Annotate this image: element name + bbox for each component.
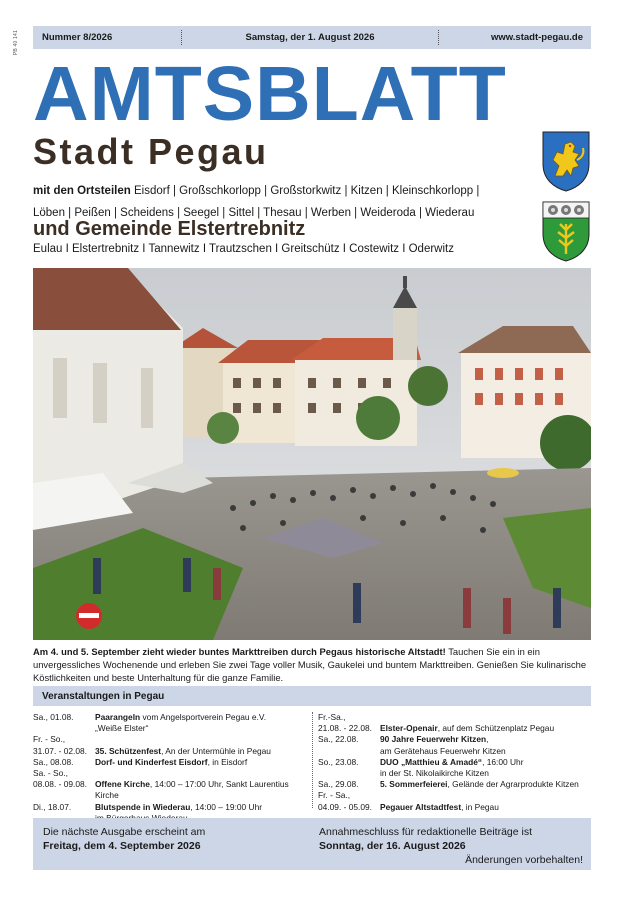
gemeinde-places: Eulau I Elstertrebnitz I Tannewitz I Trautzschen I Greitschütz I Costewitz I Oderwitz — [33, 243, 454, 255]
event-desc: , An der Untermühle in Pegau — [161, 745, 271, 756]
event-date: Fr. - Sa., 04.09. - 05.09. — [318, 790, 373, 812]
event-date: Fr.-Sa., 21.08. - 22.08. — [318, 712, 373, 734]
event-desc: , in Pegau — [461, 801, 499, 812]
event-desc: vom Angelsportverein Pegau e.V. „Weiße Elster“ — [95, 712, 267, 734]
event-date: Sa. - So., 08.08. - 09.08. — [33, 768, 88, 790]
wheat-crest-icon — [541, 200, 591, 262]
event-item — [33, 734, 311, 756]
event-date: Sa., 29.08. — [318, 779, 359, 790]
events-list-right — [318, 712, 591, 813]
event-item — [33, 757, 311, 768]
header-bar — [33, 26, 591, 49]
caption-body: Tauchen Sie ein in ein unvergessliches Wochenende und erleben Sie zwei Tage voller Musik, Gaukelei und buntem Markttreiben. Genießen Sie kulinarische Köstlichkeiten und beste Unterhaltung für die ganze Familie. — [33, 646, 587, 683]
event-title: 5. Sommerfeierei — [380, 779, 448, 790]
deadline-label: Annahmeschluss für redaktionelle Beiträge ist — [319, 826, 533, 838]
event-title: Pegauer Altstadtfest — [380, 801, 462, 812]
event-desc: , in Eisdorf — [207, 756, 248, 767]
event-date: Sa., 01.08. — [33, 712, 74, 722]
masthead-title: AMTSBLATT — [33, 51, 507, 137]
event-date: Di., 18.07. — [33, 801, 72, 812]
events-divider — [312, 712, 313, 808]
footer-band — [33, 818, 591, 870]
event-date: So., 23.08. — [318, 756, 359, 767]
event-item — [318, 734, 591, 756]
ortsteile-lead: mit den Ortsteilen — [33, 185, 131, 197]
event-desc: , auf dem Schützenplatz Pegau — [437, 723, 555, 734]
print-code: PB 40 141 — [13, 30, 19, 56]
events-list-left — [33, 712, 311, 824]
ortsteile-line-1: Eisdorf | Großschkorlopp | Großstorkwitz | Kitzen | Kleinschkorlopp | — [130, 185, 480, 197]
website-link[interactable]: www.stadt-pegau.de — [490, 32, 583, 43]
changes-note: Änderungen vorbehalten! — [465, 854, 583, 866]
lion-crest-icon — [541, 130, 591, 192]
event-title: Dorf- und Kinderfest Eisdorf — [95, 756, 208, 767]
event-desc: , 14:00 – 17:00 Uhr, Sankt Laurentius Kirche — [95, 779, 289, 801]
event-desc: , 14:00 – 19:00 Uhr — [190, 801, 263, 812]
event-item — [318, 790, 591, 812]
submission-deadline — [319, 825, 583, 867]
event-title: 90 Jahre Feuerwehr Kitzen — [380, 734, 487, 745]
ortsteile-line-2: Löben | Peißen | Scheidens | Seegel | Sittel | Thesau | Werben | Weideroda | Wiederau — [33, 207, 475, 219]
event-item — [33, 712, 311, 734]
event-title: Elster-Openair — [380, 723, 438, 734]
event-item — [318, 712, 591, 734]
market-festival-photo — [33, 268, 591, 640]
event-title: 35. Schützenfest — [95, 745, 162, 756]
deadline-date: Sonntag, der 16. August 2026 — [319, 840, 466, 852]
event-date: Sa., 08.08. — [33, 756, 74, 767]
gemeinde-title: und Gemeinde Elstertrebnitz — [33, 218, 306, 240]
event-title: Paarangeln — [95, 712, 141, 722]
event-item — [318, 779, 591, 790]
event-title: Blutspende in Wiederau — [95, 801, 191, 812]
event-desc: , 16:00 Uhr in der St. Nikolaikirche Kitzen — [380, 756, 524, 779]
next-issue-label: Die nächste Ausgabe erscheint am — [43, 826, 206, 838]
event-date: Sa., 22.08. — [318, 734, 359, 745]
caption-headline: Am 4. und 5. September zieht wieder buntes Markttreiben durch Pegaus historische Altstadt! — [33, 646, 446, 657]
event-item — [318, 757, 591, 779]
photo-caption — [33, 645, 591, 684]
event-date: Fr. - So., 31.07. - 02.08. — [33, 734, 88, 756]
issue-number: Nummer 8/2026 — [42, 32, 113, 43]
next-issue-date: Freitag, dem 4. September 2026 — [43, 840, 201, 852]
issue-date: Samstag, der 1. August 2026 — [245, 32, 375, 43]
event-title: Offene Kirche — [95, 779, 150, 790]
next-issue — [43, 825, 205, 853]
event-desc: , Gelände der Agrarprodukte Kitzen — [447, 779, 579, 790]
masthead-subtitle: Stadt Pegau — [33, 131, 269, 172]
event-title: DUO „Matthieu & Amadé“ — [380, 756, 483, 767]
event-item — [33, 768, 311, 802]
event-desc: , am Gerätehaus Feuerwehr Kitzen — [380, 734, 506, 756]
events-heading: Veranstaltungen in Pegau — [33, 686, 591, 706]
